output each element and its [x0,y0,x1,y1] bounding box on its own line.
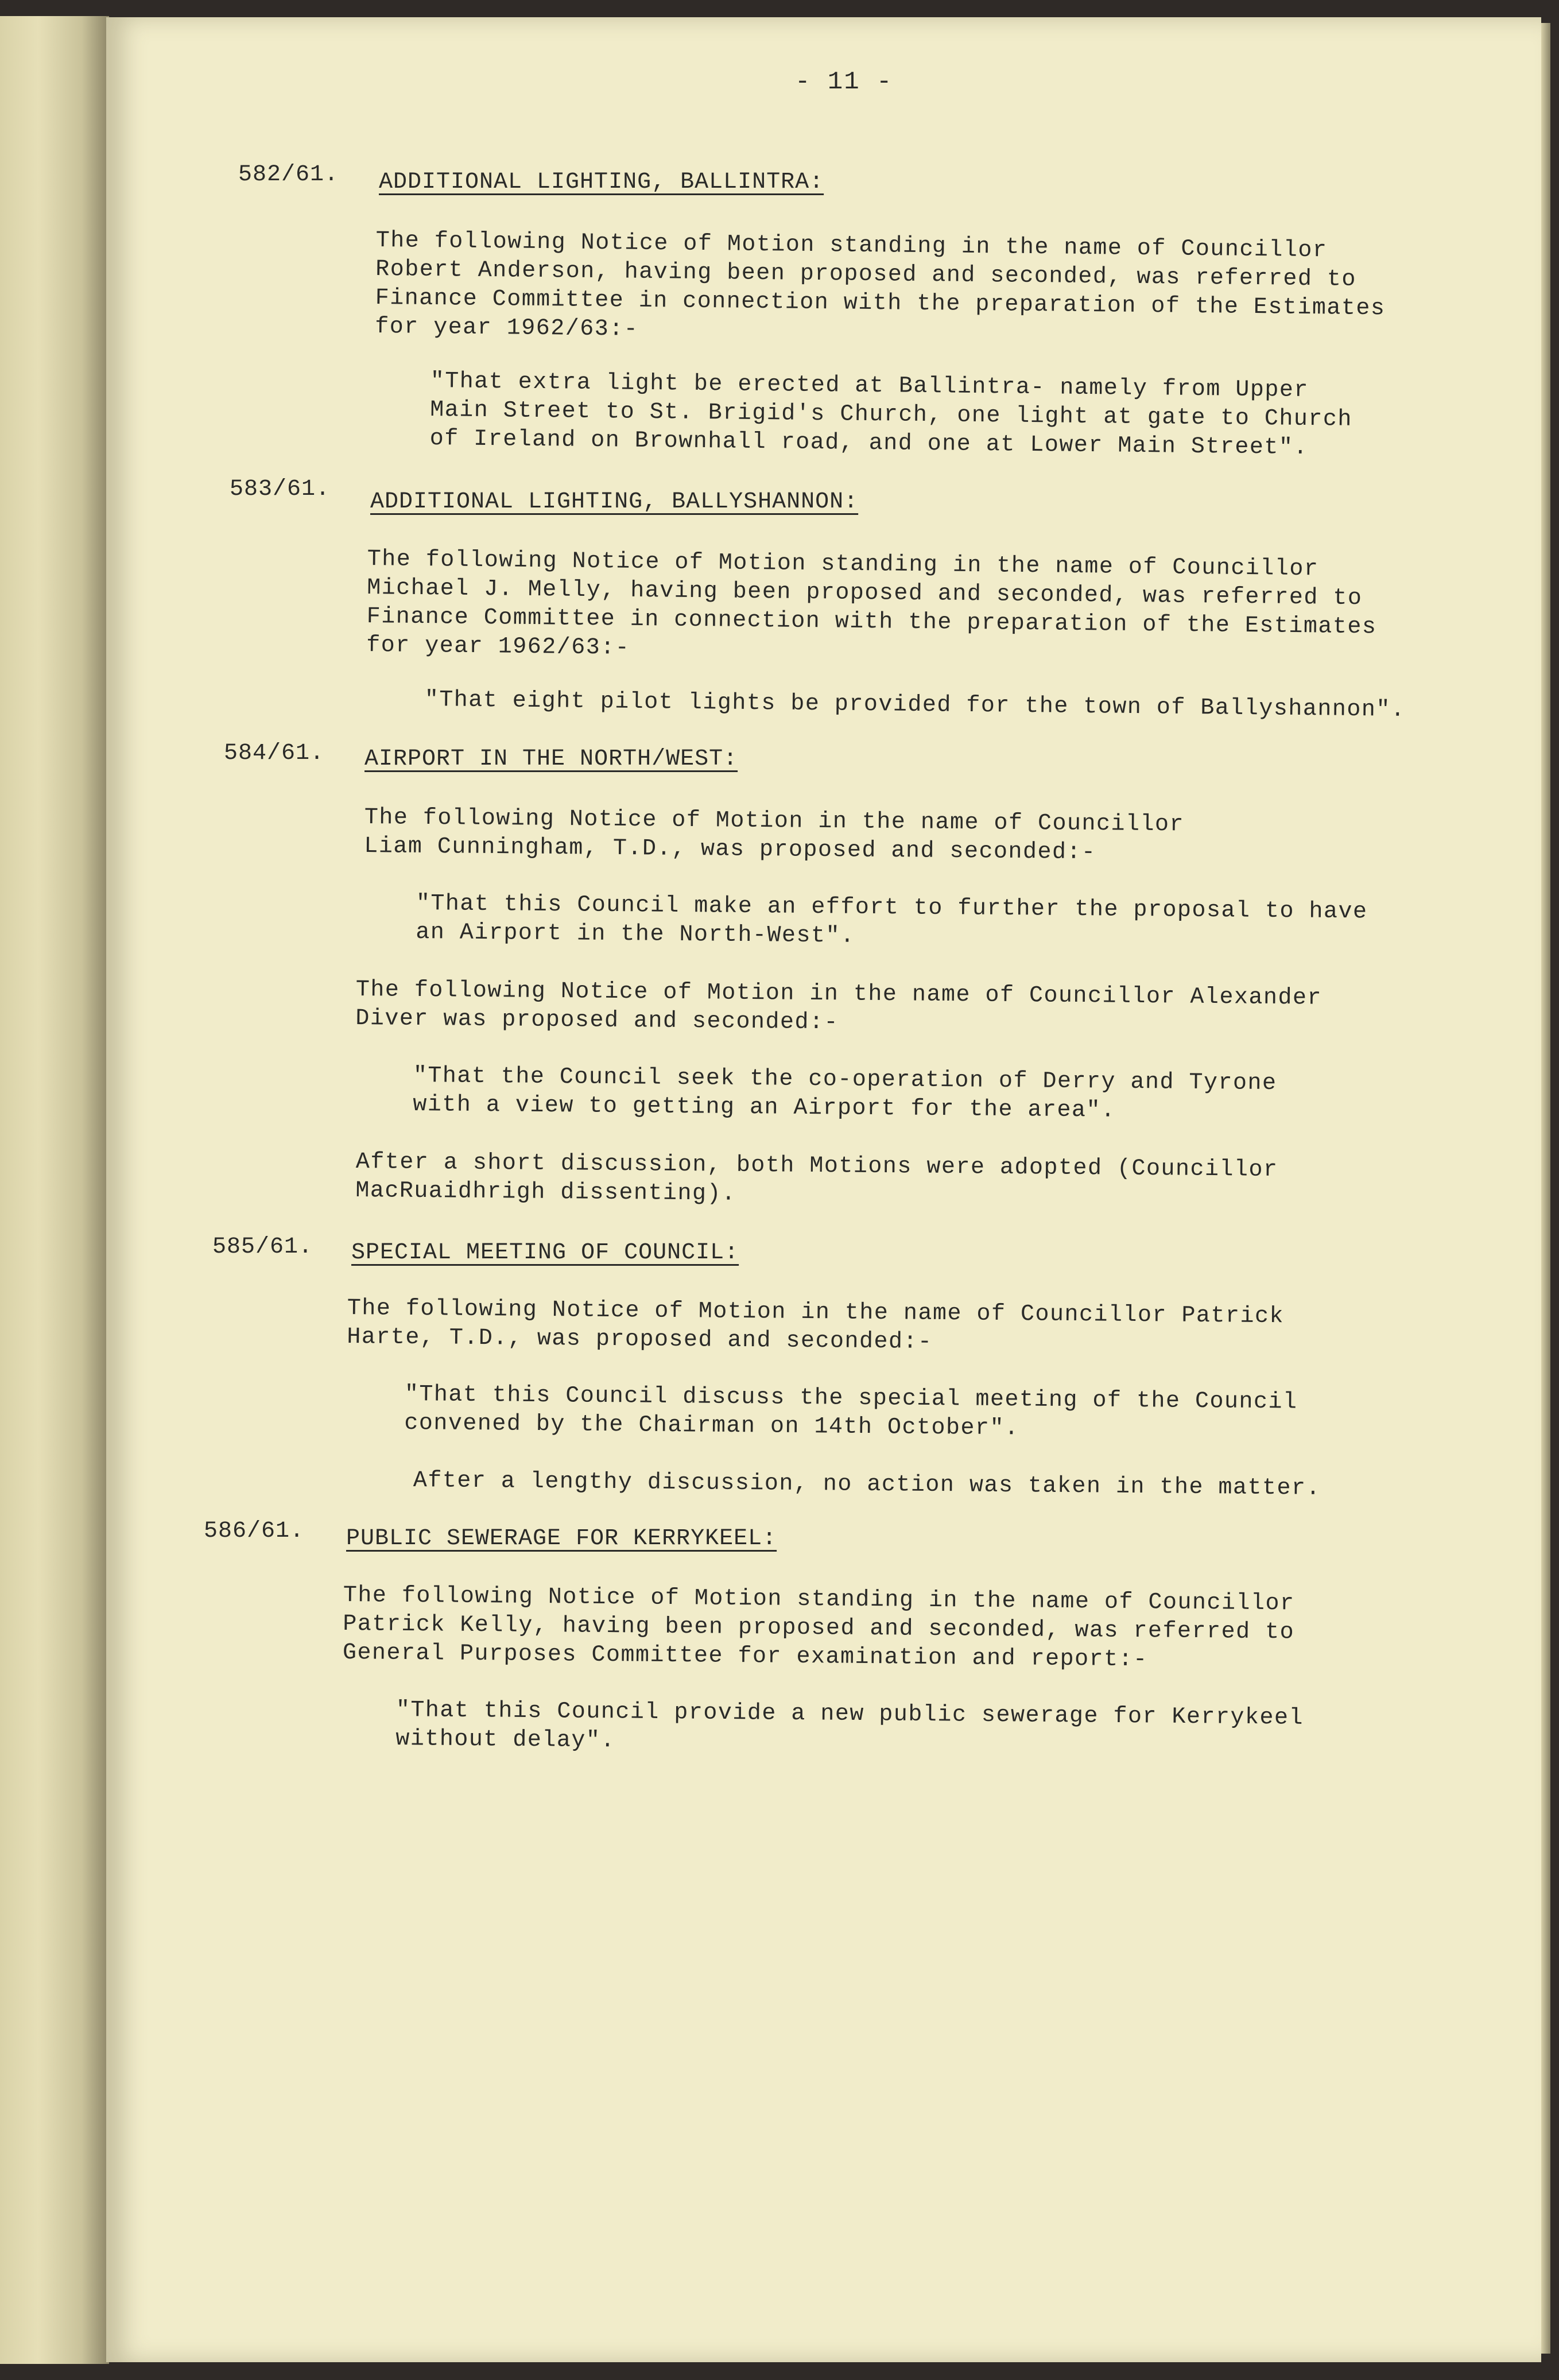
motion-paragraph: The following Notice of Motion in the name of Councillor Alexander Diver was proposed and seconded:- [355,976,1323,1036]
page-number: - 11 - [795,68,893,96]
entry-number: 584/61. [224,741,325,766]
motion-paragraph: The following Notice of Motion in the name of Councillor Patrick Harte, T.D., was proposed and seconded:- [347,1296,1285,1355]
entry-heading: ADDITIONAL LIGHTING, BALLYSHANNON: [370,489,859,515]
entry-heading: SPECIAL MEETING OF COUNCIL: [351,1240,739,1266]
entry-number: 585/61. [212,1234,313,1260]
entry-heading: PUBLIC SEWERAGE FOR KERRYKEEL: [346,1526,777,1552]
entry-number: 583/61. [230,476,331,502]
entry-number: 586/61. [204,1518,305,1544]
entry-number: 582/61. [238,162,339,188]
motion-quote: "That the Council seek the co-operation of Derry and Tyrone with a view to getting an Airport for the area". [413,1063,1277,1124]
entry-heading: ADDITIONAL LIGHTING, BALLINTRA: [379,169,824,195]
resolution-paragraph: After a lengthy discussion, no action was taken in the matter. [413,1468,1321,1502]
motion-quote: "That this Council provide a new public sewerage for Kerrykeel without delay". [395,1697,1304,1754]
motion-quote: "That this Council make an effort to further the proposal to have an Airport in the North-West". [416,890,1368,949]
motion-quote: "That eight pilot lights be provided for the town of Ballyshannon". [424,687,1406,723]
motion-paragraph: The following Notice of Motion standing in the name of Councillor Michael J. Melly, having been proposed and seconded, was referred to Finance Committee in connection with the preparation of the Estimates for year 1962/63:- [366,546,1377,661]
entry-heading: AIRPORT IN THE NORTH/WEST: [364,746,738,772]
resolution-paragraph: After a short discussion, both Motions were adopted (Councillor MacRuaidhrigh dissenting). [355,1149,1278,1207]
page-edge [1541,23,1550,2354]
motion-paragraph: The following Notice of Motion standing in the name of Councillor Patrick Kelly, having been proposed and seconded, was referred to General Purposes Committee for examination and report:- [342,1583,1295,1673]
motion-quote: "That extra light be erected at Ballintra- namely from Upper Main Street to St. Brigid's Church, one light at gate to Church of Ireland on Brownhall road, and one at Lower Main Street". [429,368,1353,462]
motion-paragraph: The following Notice of Motion in the name of Councillor Liam Cunningham, T.D., was proposed and seconded:- [364,804,1185,866]
book-binding [0,16,109,2364]
motion-paragraph: The following Notice of Motion standing in the name of Councillor Robert Anderson, having been proposed and seconded, was referred to Finance Committee in connection with the preparation of the Estimates for year 1962/63:- [374,227,1386,343]
motion-quote: "That this Council discuss the special meeting of the Council convened by the Chairman on 14th October". [404,1382,1298,1442]
